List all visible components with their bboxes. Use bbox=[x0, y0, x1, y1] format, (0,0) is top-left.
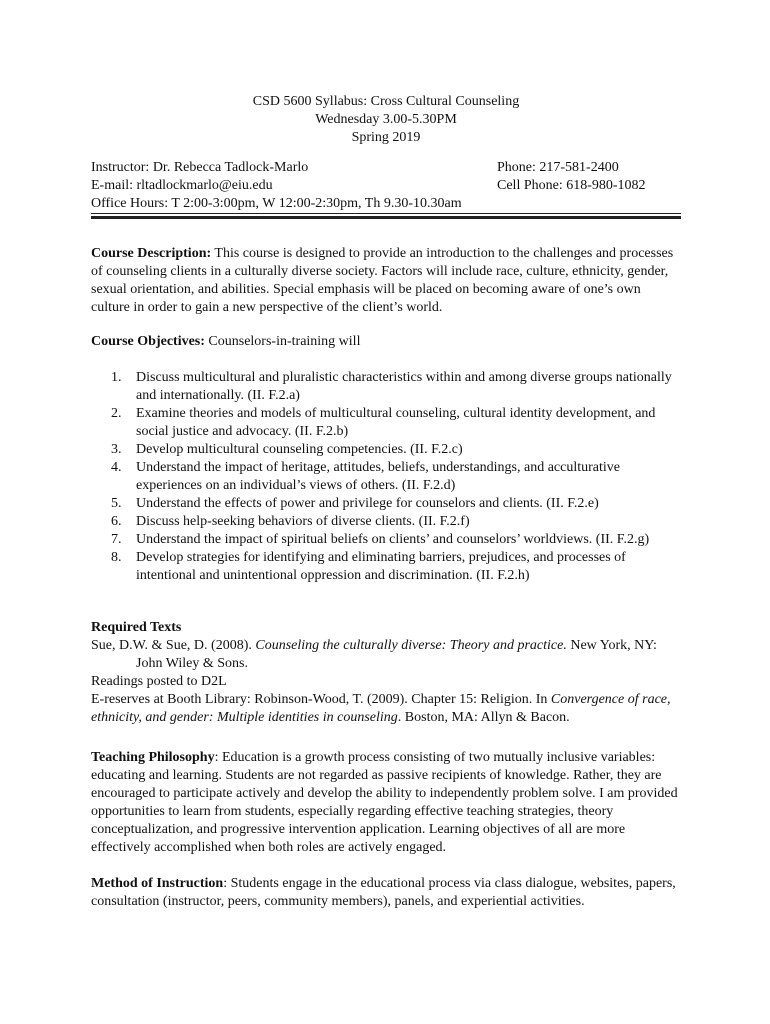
office-hours: Office Hours: T 2:00-3:00pm, W 12:00-2:30pm, Th 9.30-10.30am bbox=[91, 196, 462, 211]
reference-robinson-wood-publisher: . Boston, MA: Allyn & Bacon. bbox=[397, 710, 570, 725]
list-item-number: 5. bbox=[111, 496, 122, 511]
list-item bbox=[91, 495, 681, 513]
list-item-number: 7. bbox=[111, 532, 122, 547]
course-term: Spring 2019 bbox=[351, 130, 421, 145]
cell-phone: Cell Phone: 618-980-1082 bbox=[497, 178, 646, 193]
list-item bbox=[91, 459, 681, 495]
header-divider-thick bbox=[91, 216, 681, 219]
list-item-text: Discuss help-seeking behaviors of diverse clients. (II. F.2.f) bbox=[136, 514, 470, 529]
teaching-philosophy-text: : Education is a growth process consisting of two mutually inclusive variables: educating and learning. Students are not regarded as passive recipients of knowledge. Rather, they are encouraged to participate actively and develop the ability to independently problem solve. I am provided opportunities to learn from students, especially regarding effective teaching strategies, theory conceptualization, and progressive intervention application. Learning objectives of all are more effectively accomplished when both roles are actively engaged. bbox=[91, 750, 678, 855]
course-schedule: Wednesday 3.00-5.30PM bbox=[315, 112, 457, 127]
instructor-info bbox=[91, 159, 511, 213]
reference-robinson-wood-title: Convergence of race, ethnicity, and gender: Multiple identities in counseling bbox=[91, 692, 671, 725]
teaching-philosophy-section bbox=[91, 749, 681, 857]
reference-sue-title: Counseling the culturally diverse: Theory and practice. bbox=[255, 638, 567, 653]
list-item-text: Develop multicultural counseling competencies. (II. F.2.c) bbox=[136, 442, 463, 457]
method-of-instruction-text: : Students engage in the educational process via class dialogue, websites, papers, consultation (instructor, peers, community members), panels, and experiential activities. bbox=[91, 876, 676, 909]
list-item-number: 1. bbox=[111, 370, 122, 385]
syllabus-page bbox=[91, 93, 681, 909]
list-item bbox=[91, 513, 681, 531]
required-texts-heading: Required Texts bbox=[91, 620, 182, 635]
list-item-text: Understand the impact of spiritual beliefs on clients’ and counselors’ worldviews. (II. F.2.g) bbox=[136, 532, 650, 547]
list-item-text: Develop strategies for identifying and eliminating barriers, prejudices, and processes of intentional and unintentional oppression and discrimination. (II. F.2.h) bbox=[136, 550, 626, 583]
list-item-number: 4. bbox=[111, 460, 122, 475]
teaching-philosophy-heading: Teaching Philosophy bbox=[91, 750, 215, 765]
course-description-text: This course is designed to provide an introduction to the challenges and processes of counseling clients in a culturally diverse society. Factors will include race, culture, ethnicity, gender, sexual orientation, and abilities. Special emphasis will be placed on becoming aware of one’s own culture in order to gain a new perspective of the client’s world. bbox=[91, 246, 674, 315]
syllabus-header bbox=[91, 93, 681, 147]
list-item bbox=[91, 405, 681, 441]
reference-sue bbox=[91, 637, 681, 673]
required-texts-section bbox=[91, 619, 681, 727]
course-objectives-heading: Course Objectives: bbox=[91, 334, 205, 349]
list-item-text: Understand the effects of power and privilege for counselors and clients. (II. F.2.e) bbox=[136, 496, 599, 511]
method-of-instruction-heading: Method of Instruction bbox=[91, 876, 224, 891]
list-item bbox=[91, 369, 681, 405]
list-item bbox=[91, 441, 681, 459]
list-item-text: Understand the impact of heritage, attitudes, beliefs, understandings, and acculturative experiences on an individual’s views of others. (II. F.2.d) bbox=[136, 460, 621, 493]
method-of-instruction-section bbox=[91, 875, 681, 911]
list-item bbox=[91, 549, 681, 585]
phone-info bbox=[497, 159, 697, 195]
course-objectives-section bbox=[91, 333, 681, 351]
office-phone: Phone: 217-581-2400 bbox=[497, 160, 619, 175]
course-description-section bbox=[91, 245, 681, 317]
list-item bbox=[91, 531, 681, 549]
reference-sue-authors: Sue, D.W. & Sue, D. (2008). bbox=[91, 638, 256, 653]
list-item-number: 6. bbox=[111, 514, 122, 529]
reference-robinson-wood-prefix: E-reserves at Booth Library: Robinson-Wood, T. (2009). Chapter 15: Religion. In bbox=[91, 692, 551, 707]
reference-robinson-wood bbox=[91, 691, 681, 727]
list-item-number: 2. bbox=[111, 406, 122, 421]
course-description-heading: Course Description: bbox=[91, 246, 212, 261]
instructor-email: E-mail: rltadlockmarlo@eiu.edu bbox=[91, 178, 273, 193]
d2l-readings: Readings posted to D2L bbox=[91, 674, 227, 689]
list-item-number: 8. bbox=[111, 550, 122, 565]
course-objectives-intro: Counselors-in-training will bbox=[204, 334, 361, 349]
contact-block bbox=[91, 159, 681, 213]
reference-sue-publisher: New York, NY: John Wiley & Sons. bbox=[136, 638, 657, 671]
list-item-number: 3. bbox=[111, 442, 122, 457]
list-item-text: Discuss multicultural and pluralistic characteristics within and among diverse groups nationally and internationally. (II. F.2.a) bbox=[136, 370, 672, 403]
instructor-name: Instructor: Dr. Rebecca Tadlock-Marlo bbox=[91, 160, 309, 175]
course-title: CSD 5600 Syllabus: Cross Cultural Counseling bbox=[252, 94, 520, 109]
list-item-text: Examine theories and models of multicultural counseling, cultural identity development, and social justice and advocacy. (II. F.2.b) bbox=[136, 406, 656, 439]
objectives-list bbox=[91, 369, 681, 585]
header-divider-thin bbox=[91, 213, 681, 214]
